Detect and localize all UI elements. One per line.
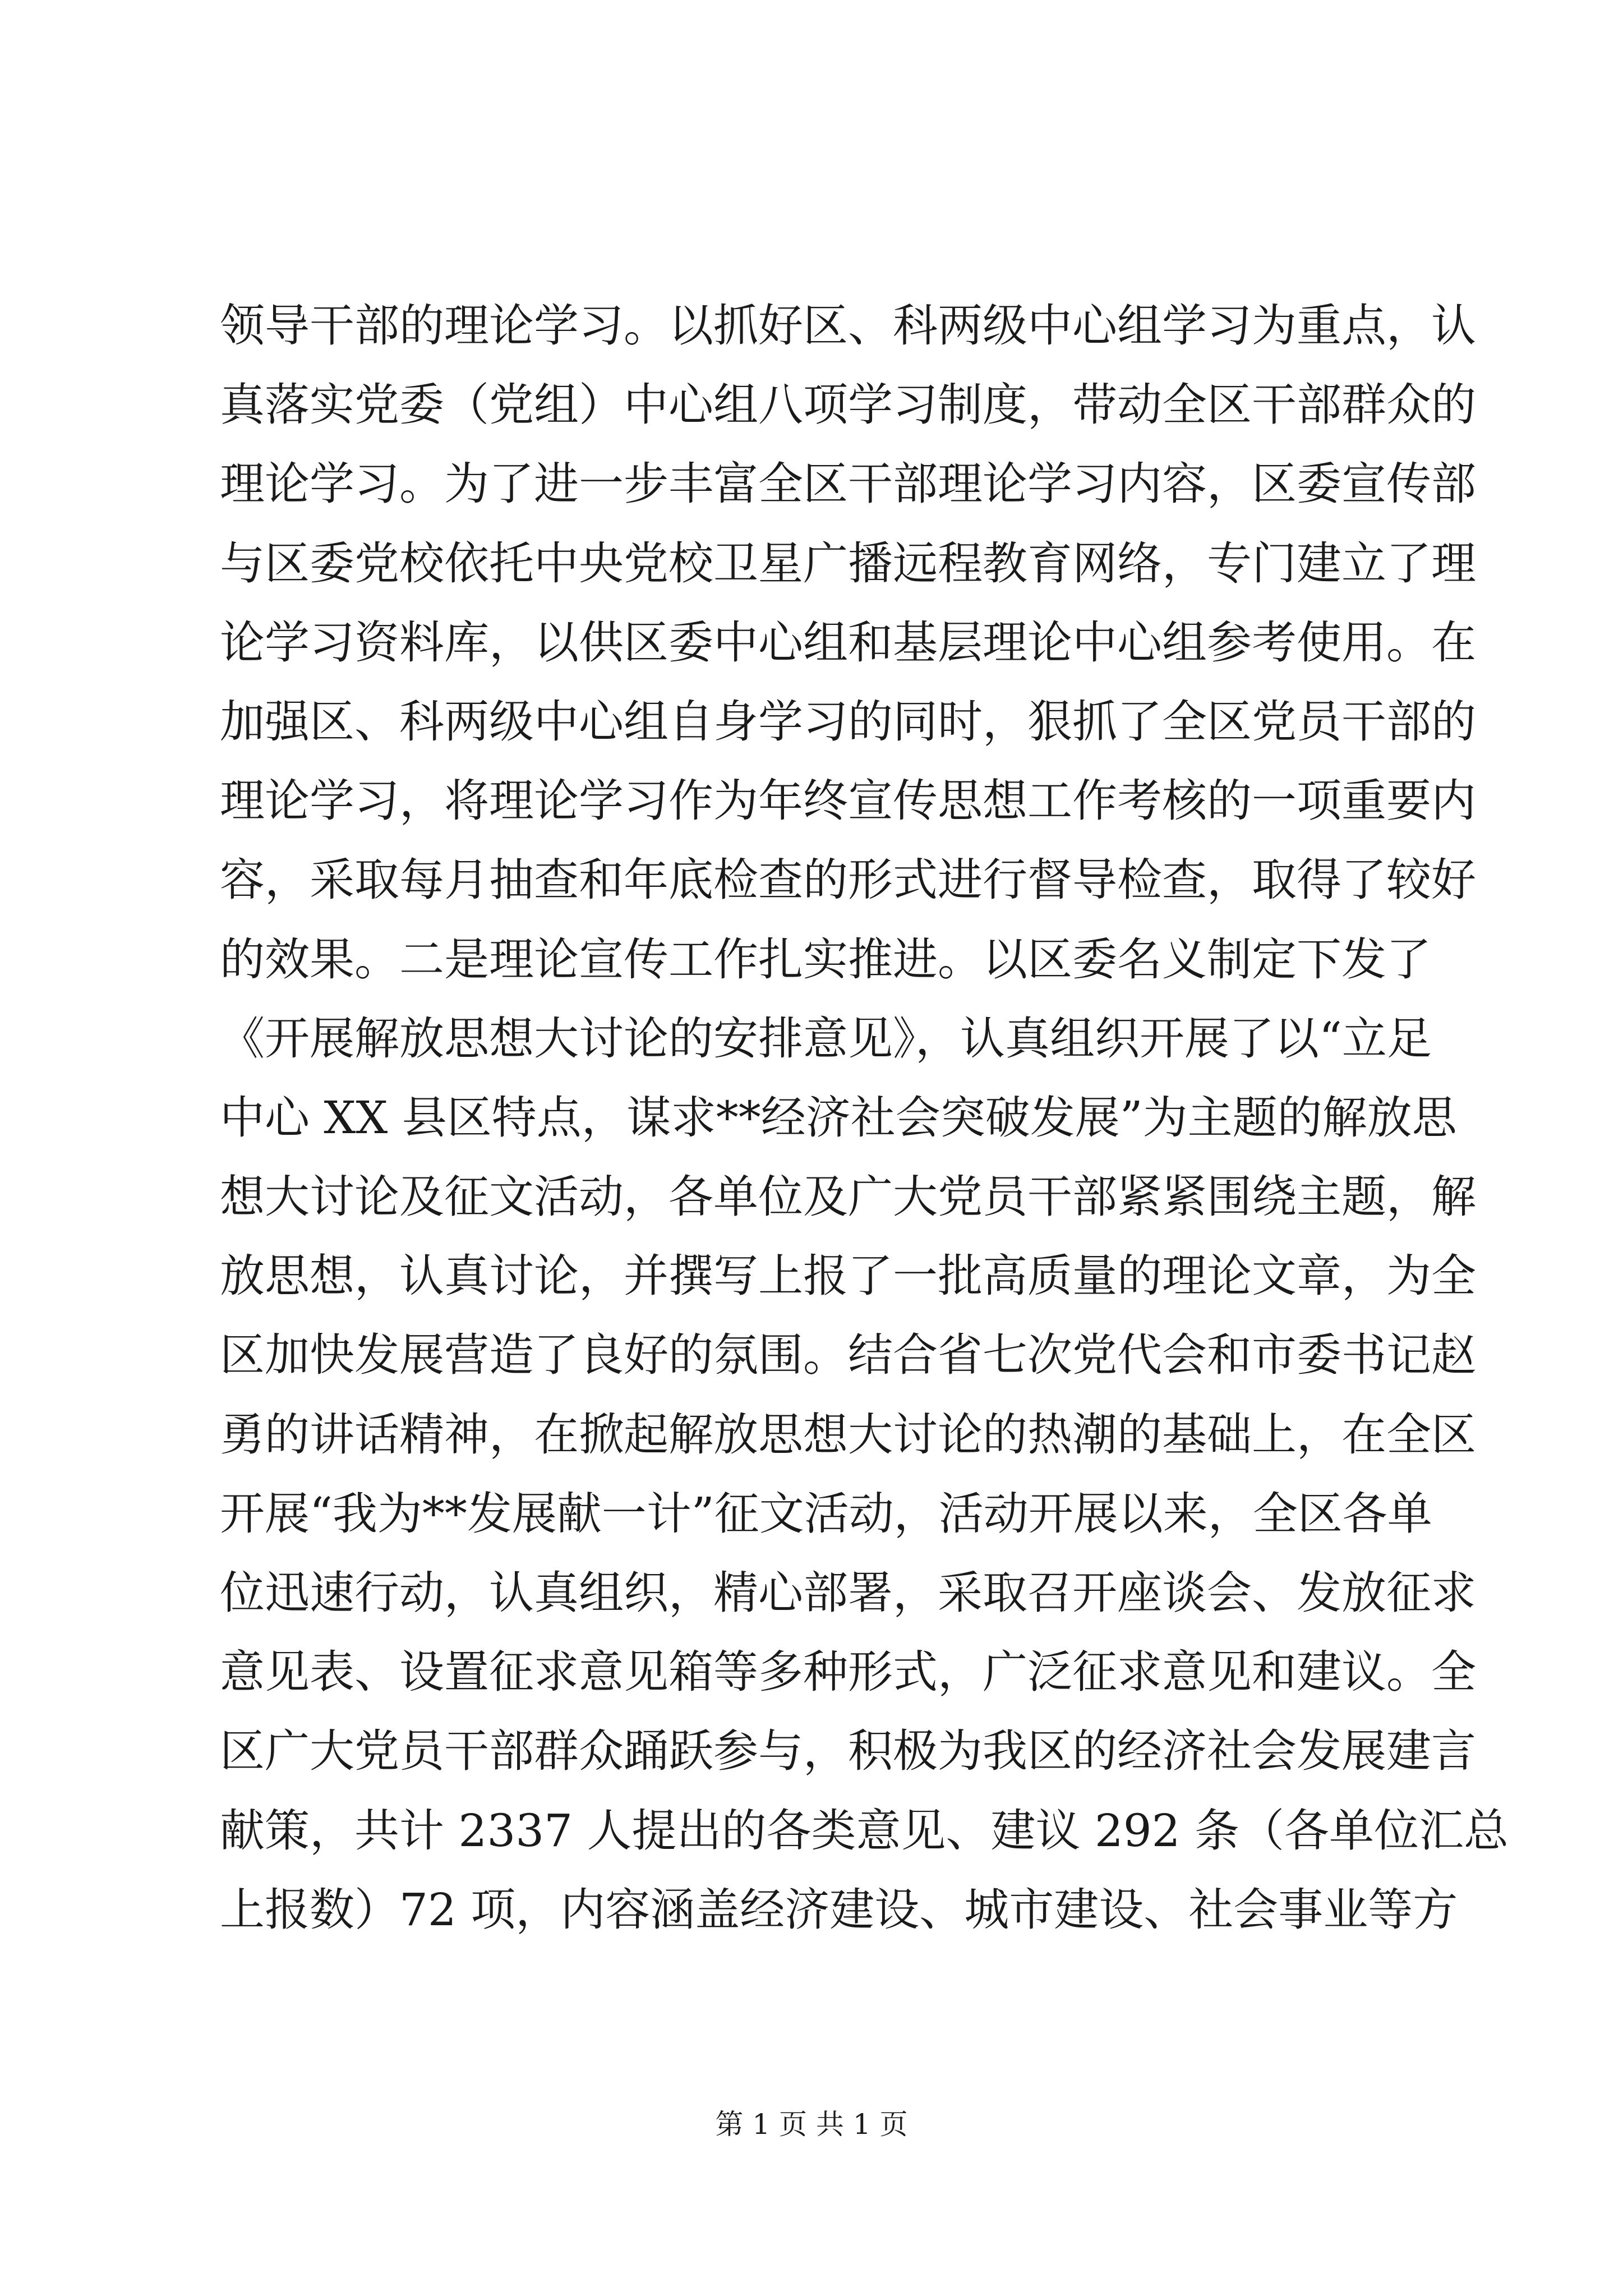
text-line: 论学习资料库，以供区委中心组和基层理论中心组参考使用。在 <box>220 616 1476 669</box>
text-line: 位迅速行动，认真组织，精心部署，采取召开座谈会、发放征求 <box>220 1567 1476 1619</box>
text-line: 容，采取每月抽查和年底检查的形式进行督导检查，取得了较好 <box>220 854 1476 907</box>
body-text <box>220 286 1509 1949</box>
text-line: 领导干部的理论学习。以抓好区、科两级中心组学习为重点，认 <box>220 300 1476 352</box>
text-line: 与区委党校依托中央党校卫星广播远程教育网络，专门建立了理 <box>220 537 1476 590</box>
text-line: 理论学习，将理论学习作为年终宣传思想工作考核的一项重要内 <box>220 775 1476 827</box>
text-line: 上报数）72 项，内容涵盖经济建设、城市建设、社会事业等方 <box>220 1883 1458 1936</box>
text-line: 的效果。二是理论宣传工作扎实推进。以区委名义制定下发了 <box>220 933 1431 986</box>
text-line: 放思想，认真讨论，并撰写上报了一批高质量的理论文章，为全 <box>220 1250 1476 1303</box>
text-line: 开展“我为**发展献一计”征文活动，活动开展以来，全区各单 <box>220 1487 1432 1540</box>
text-line: 献策，共计 2337 人提出的各类意见、建议 292 条（各单位汇总 <box>220 1804 1509 1857</box>
text-line: 加强区、科两级中心组自身学习的同时，狠抓了全区党员干部的 <box>220 695 1476 748</box>
page-footer: 第 1 页 共 1 页 <box>715 2108 908 2141</box>
text-line: 意见表、设置征求意见箱等多种形式，广泛征求意见和建议。全 <box>220 1646 1476 1699</box>
text-line: 真落实党委（党组）中心组八项学习制度，带动全区干部群众的 <box>220 379 1476 431</box>
text-line: 理论学习。为了进一步丰富全区干部理论学习内容，区委宣传部 <box>220 458 1476 510</box>
text-line: 中心 XX 县区特点，谋求**经济社会突破发展”为主题的解放思 <box>220 1091 1457 1144</box>
text-line: 想大讨论及征文活动，各单位及广大党员干部紧紧围绕主题，解 <box>220 1171 1476 1223</box>
text-line: 勇的讲话精神，在掀起解放思想大讨论的热潮的基础上，在全区 <box>220 1408 1476 1461</box>
text-line: 《开展解放思想大讨论的安排意见》，认真组织开展了以“立足 <box>220 1012 1432 1065</box>
text-line: 区加快发展营造了良好的氛围。结合省七次党代会和市委书记赵 <box>220 1329 1476 1382</box>
text-line: 区广大党员干部群众踊跃参与，积极为我区的经济社会发展建言 <box>220 1725 1476 1778</box>
